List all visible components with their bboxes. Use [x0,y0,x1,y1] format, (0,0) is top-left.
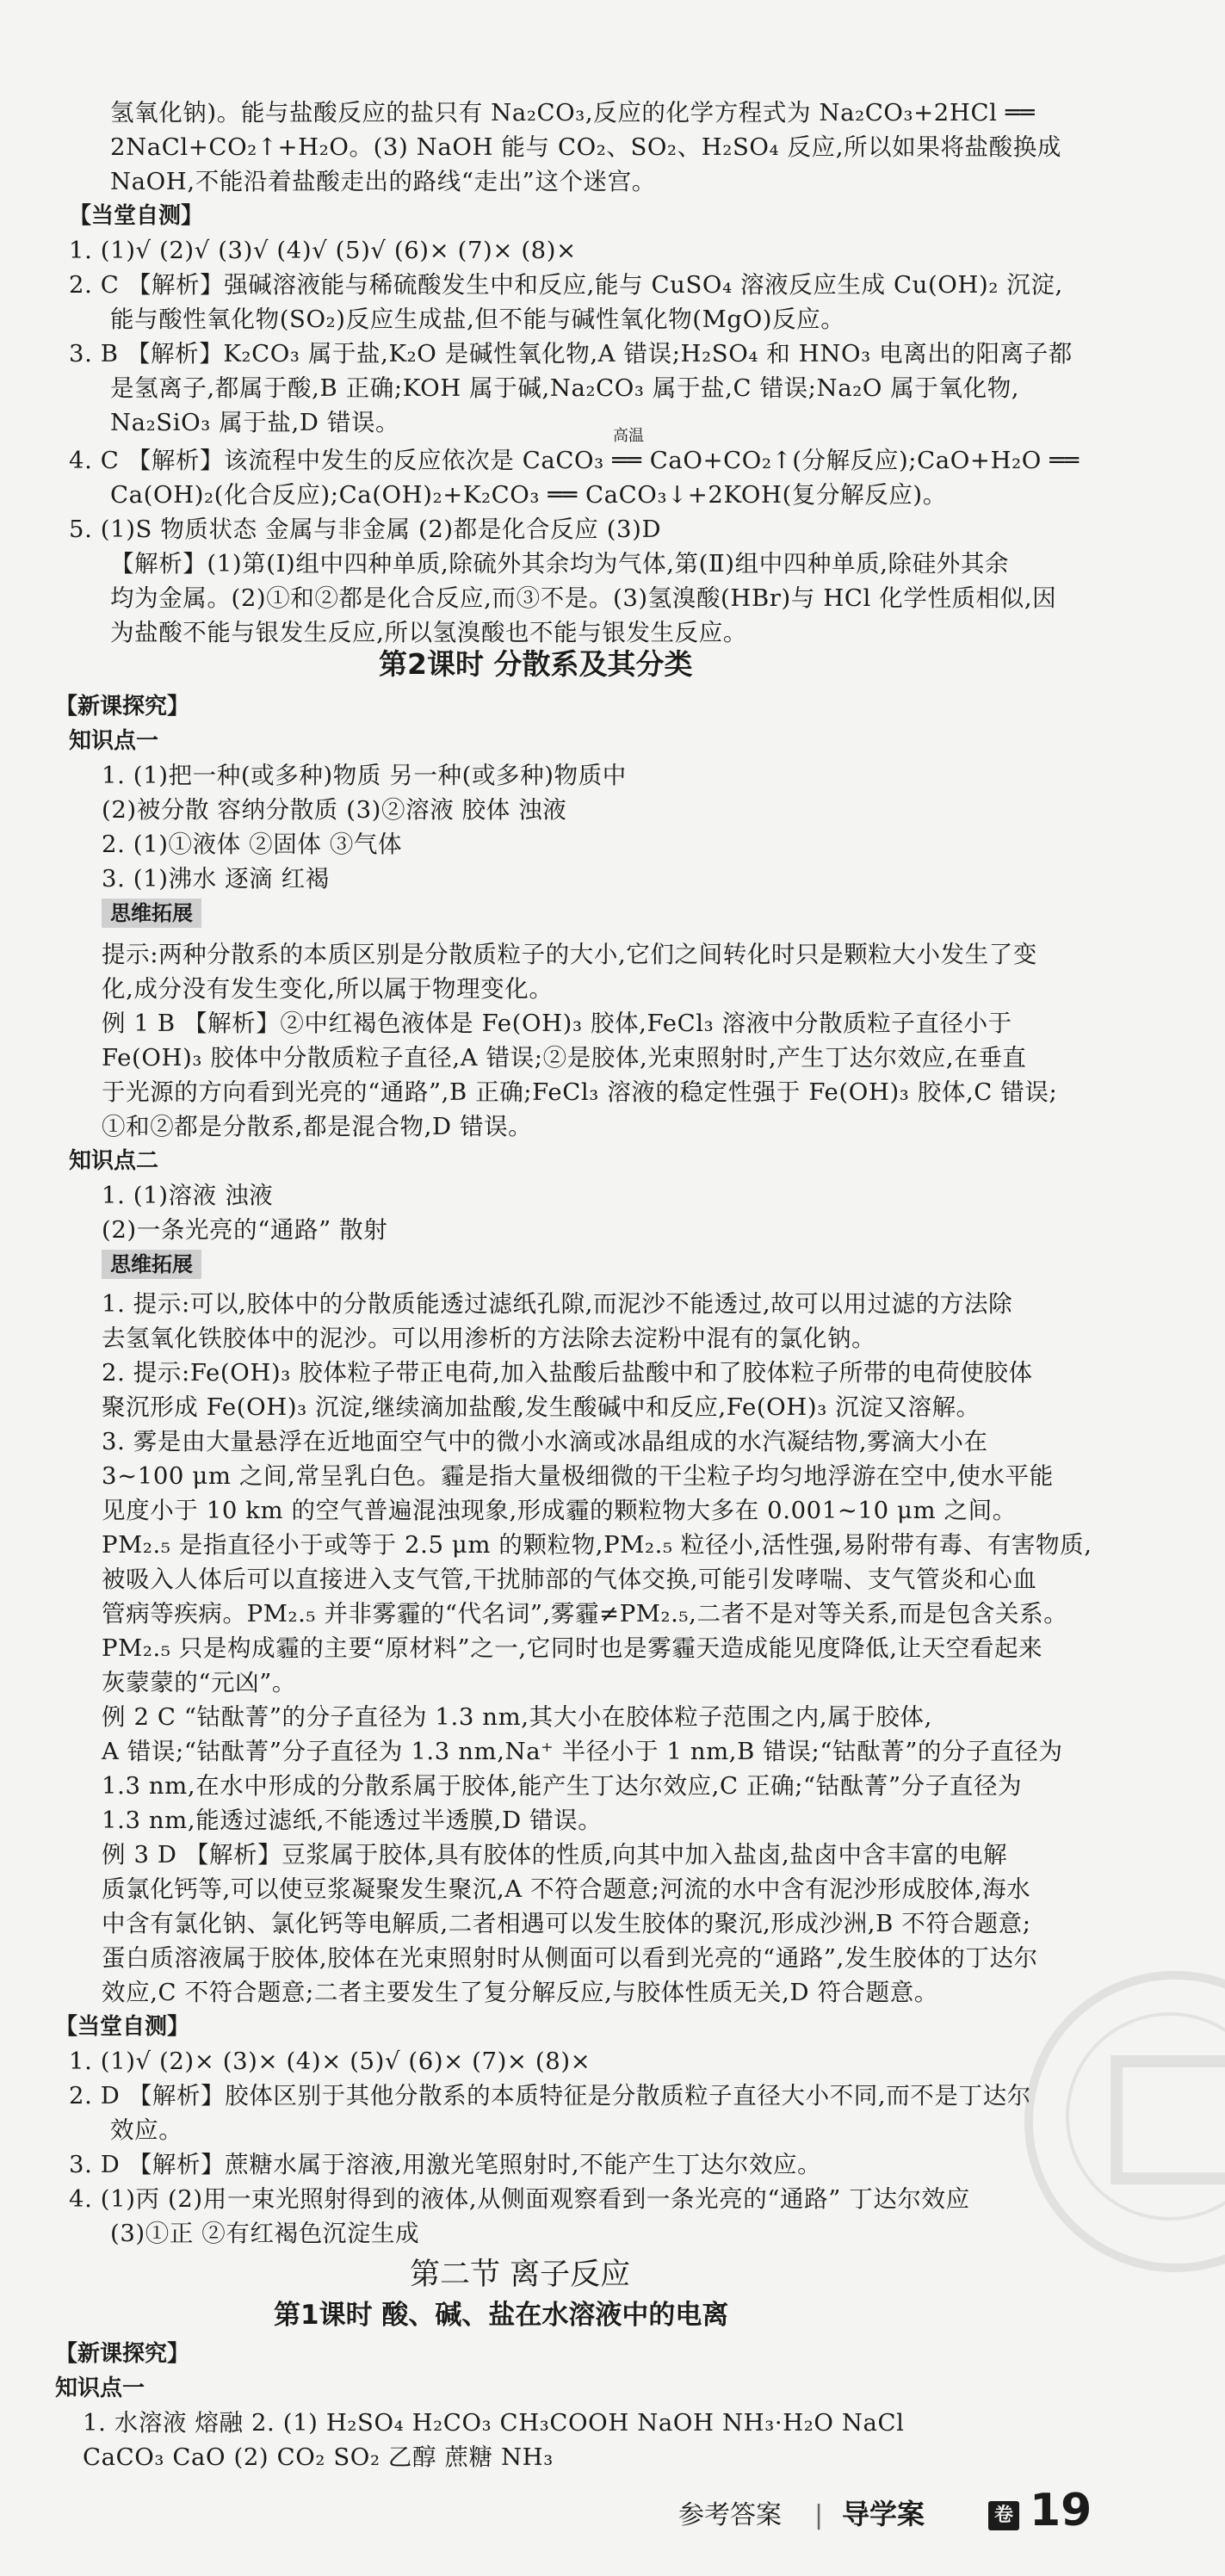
thinking-extension-label: 思维拓展 [102,899,201,928]
text-line: A 错误;“钴酞菁”分子直径为 1.3 nm,Na⁺ 半径小于 1 nm,B 错误;“钴酞菁”的分子直径为 [102,1738,1063,1765]
text-line: ①和②都是分散系,都是混合物,D 错误。 [102,1113,533,1140]
section-title: 第二节 离子反应 [410,2258,631,2292]
text-line: 5. (1)S 物质状态 金属与非金属 (2)都是化合反应 (3)D [69,516,662,543]
text-line: 化,成分没有发生变化,所以属于物理变化。 [102,975,554,1003]
knowledge-point-heading: 知识点一 [69,728,159,754]
text-line: 是氢离子,都属于酸,B 正确;KOH 属于碱,Na₂CO₃ 属于盐,C 错误;Na₂O 属于氧化物, [110,374,1020,402]
knowledge-point-heading: 知识点二 [69,1148,159,1174]
text-line: 能与酸性氧化物(SO₂)反应生成盐,但不能与碱性氧化物(MgO)反应。 [110,306,845,333]
text-line: 均为金属。(2)①和②都是化合反应,而③不是。(3)氢溴酸(HBr)与 HCl 化学性质相似,因 [110,584,1057,612]
text-line: 灰蒙蒙的“元凶”。 [102,1669,297,1696]
text-line: 质氯化钙等,可以使豆浆凝聚发生聚沉,A 不符合题意;河流的水中含有泥沙形成胶体,海水 [102,1875,1031,1903]
text-line: PM₂.₅ 只是构成霾的主要“原材料”之一,它同时也是雾霾天造成能见度降低,让天空看起来 [102,1634,1043,1662]
knowledge-point-heading: 知识点一 [55,2375,145,2401]
text-line: 1. (1)把一种(或多种)物质 另一种(或多种)物质中 [102,762,627,789]
footer-separator: | [814,2500,824,2530]
text-line: 效应。 [110,2116,183,2144]
section-heading-dangtang: 【当堂自测】 [69,203,204,229]
footer-guide-label: 导学案 [842,2498,925,2530]
text-line: 1.3 nm,能透过滤纸,不能透过半透膜,D 错误。 [102,1807,603,1834]
text-line: PM₂.₅ 是指直径小于或等于 2.5 μm 的颗粒物,PM₂.₅ 粒径小,活性强,易附带有毒、有害物质, [102,1531,1092,1559]
text-line: 1. (1)√ (2)√ (3)√ (4)√ (5)√ (6)× (7)× (8)× [69,237,577,264]
text-line: 2. 提示:Fe(OH)₃ 胶体粒子带正电荷,加入盐酸后盐酸中和了胶体粒子所带的电荷使胶体 [102,1359,1033,1387]
text-line: 去氢氧化铁胶体中的泥沙。可以用渗析的方法除去淀粉中混有的氯化钠。 [102,1325,876,1352]
text-line: 3~100 μm 之间,常呈乳白色。霾是指大量极细微的干尘粒子均匀地浮游在空中,使水平能 [102,1462,1054,1490]
lesson-title: 第1课时 酸、碱、盐在水溶液中的电离 [274,2300,729,2331]
text-line: 1. 提示:可以,胶体中的分散质能透过滤纸孔隙,而泥沙不能透过,故可以用过滤的方法除 [102,1290,1013,1318]
text-line: 4. (1)丙 (2)用一束光照射得到的液体,从侧面观察看到一条光亮的“通路” 丁达尔效应 [69,2185,970,2213]
section-heading-xinke: 【新课探究】 [55,694,190,720]
text-line: (3)①正 ②有红褐色沉淀生成 [110,2220,420,2247]
text-line: 见度小于 10 km 的空气普遍混浊现象,形成霾的颗粒物大多在 0.001~10 μm 之间。 [102,1497,1017,1524]
text-line: 管病等疾病。PM₂.₅ 并非雾霾的“代名词”,雾霾≠PM₂.₅,二者不是对等关系,而是包含关系。 [102,1600,1068,1628]
text-line: 例 1 B 【解析】②中红褐色液体是 Fe(OH)₃ 胶体,FeCl₃ 溶液中分散质粒子直径小于 [102,1010,1012,1037]
text-line: 为盐酸不能与银发生反应,所以氢溴酸也不能与银发生反应。 [110,619,747,646]
text-line: 1. (1)√ (2)× (3)× (4)× (5)√ (6)× (7)× (8)× [69,2048,591,2075]
text-line: 3. (1)沸水 逐滴 红褐 [102,865,330,893]
text-line: 于光源的方向看到光亮的“通路”,B 正确;FeCl₃ 溶液的稳定性强于 Fe(OH)₃ 胶体,C 错误; [102,1078,1058,1106]
lesson-title: 第2课时 分散系及其分类 [379,647,693,681]
text-line: 4. C 【解析】该流程中发生的反应依次是 CaCO₃ ══ CaO+CO₂↑(分解反应);CaO+H₂O ══ [69,447,1080,474]
section-heading-dangtang: 【当堂自测】 [55,2014,190,2040]
text-line: 1. (1)溶液 浊液 [102,1182,274,1209]
text-line: Fe(OH)₃ 胶体中分散质粒子直径,A 错误;②是胶体,光束照射时,产生丁达尔效应,在垂直 [102,1044,1027,1072]
text-line: 提示:两种分散系的本质区别是分散质粒子的大小,它们之间转化时只是颗粒大小发生了变 [102,941,1038,968]
text-line: 聚沉形成 Fe(OH)₃ 沉淀,继续滴加盐酸,发生酸碱中和反应,Fe(OH)₃ 沉淀又溶解。 [102,1393,981,1421]
text-line: 蛋白质溶液属于胶体,胶体在光束照射时从侧面可以看到光亮的“通路”,发生胶体的丁达尔 [102,1944,1038,1972]
footer-volume-badge: 卷 [988,2501,1019,2530]
text-line: 2NaCl+CO₂↑+H₂O。(3) NaOH 能与 CO₂、SO₂、H₂SO₄ 反应,所以如果将盐酸换成 [110,133,1061,161]
text-line: Ca(OH)₂(化合反应);Ca(OH)₂+K₂CO₃ ══ CaCO₃↓+2KOH(复分解反应)。 [110,481,947,509]
text-line: 1. 水溶液 熔融 2. (1) H₂SO₄ H₂CO₃ CH₃COOH NaOH NH₃·H₂O NaCl [83,2409,905,2437]
page-number: 19 [1030,2485,1092,2536]
text-line: Na₂SiO₃ 属于盐,D 错误。 [110,409,400,436]
section-heading-xinke: 【新课探究】 [55,2341,190,2367]
text-line: 【解析】(1)第(Ⅰ)组中四种单质,除硫外其余均为气体,第(Ⅱ)组中四种单质,除硅外其余 [110,550,1010,578]
text-line: 氢氧化钠)。能与盐酸反应的盐只有 Na₂CO₃,反应的化学方程式为 Na₂CO₃+2HCl ══ [110,99,1036,127]
text-line: 中含有氯化钠、氯化钙等电解质,二者相遇可以发生胶体的聚沉,形成沙洲,B 不符合题意; [102,1910,1031,1937]
text-line: 2. C 【解析】强碱溶液能与稀硫酸发生中和反应,能与 CuSO₄ 溶液反应生成 Cu(OH)₂ 沉淀, [69,271,1063,299]
reaction-condition-label: 高温 [613,427,644,445]
footer-answers-label: 参考答案 [678,2500,782,2530]
text-line: 1.3 nm,在水中形成的分散系属于胶体,能产生丁达尔效应,C 正确;“钴酞菁”分子直径为 [102,1772,1023,1800]
watermark-stamp [1024,1971,1225,2272]
text-line: CaCO₃ CaO (2) CO₂ SO₂ 乙醇 蔗糖 NH₃ [83,2443,554,2471]
text-line: 例 2 C “钴酞菁”的分子直径为 1.3 nm,其大小在胶体粒子范围之内,属于胶体, [102,1703,932,1731]
text-line: 被吸入人体后可以直接进入支气管,干扰肺部的气体交换,可能引发哮喘、支气管炎和心血 [102,1566,1037,1593]
text-line: (2)一条光亮的“通路” 散射 [102,1216,388,1244]
text-line: 2. D 【解析】胶体区别于其他分散系的本质特征是分散质粒子直径大小不同,而不是丁达尔 [69,2082,1031,2110]
text-line: 3. D 【解析】蔗糖水属于溶液,用激光笔照射时,不能产生丁达尔效应。 [69,2151,822,2178]
text-line: 2. (1)①液体 ②固体 ③气体 [102,831,403,858]
text-line: NaOH,不能沿着盐酸走出的路线“走出”这个迷宫。 [110,168,656,195]
thinking-extension-label: 思维拓展 [102,1250,201,1279]
text-line: 3. 雾是由大量悬浮在近地面空气中的微小水滴或冰晶组成的水汽凝结物,雾滴大小在 [102,1428,988,1455]
text-line: 3. B 【解析】K₂CO₃ 属于盐,K₂O 是碱性氧化物,A 错误;H₂SO₄ 和 HNO₃ 电离出的阳离子都 [69,340,1073,368]
text-line: 效应,C 不符合题意;二者主要发生了复分解反应,与胶体性质无关,D 符合题意。 [102,1979,938,2006]
text-line: 例 3 D 【解析】豆浆属于胶体,具有胶体的性质,向其中加入盐卤,盐卤中含丰富的电解 [102,1841,1008,1869]
text-line: (2)被分散 容纳分散质 (3)②溶液 胶体 浊液 [102,796,567,824]
